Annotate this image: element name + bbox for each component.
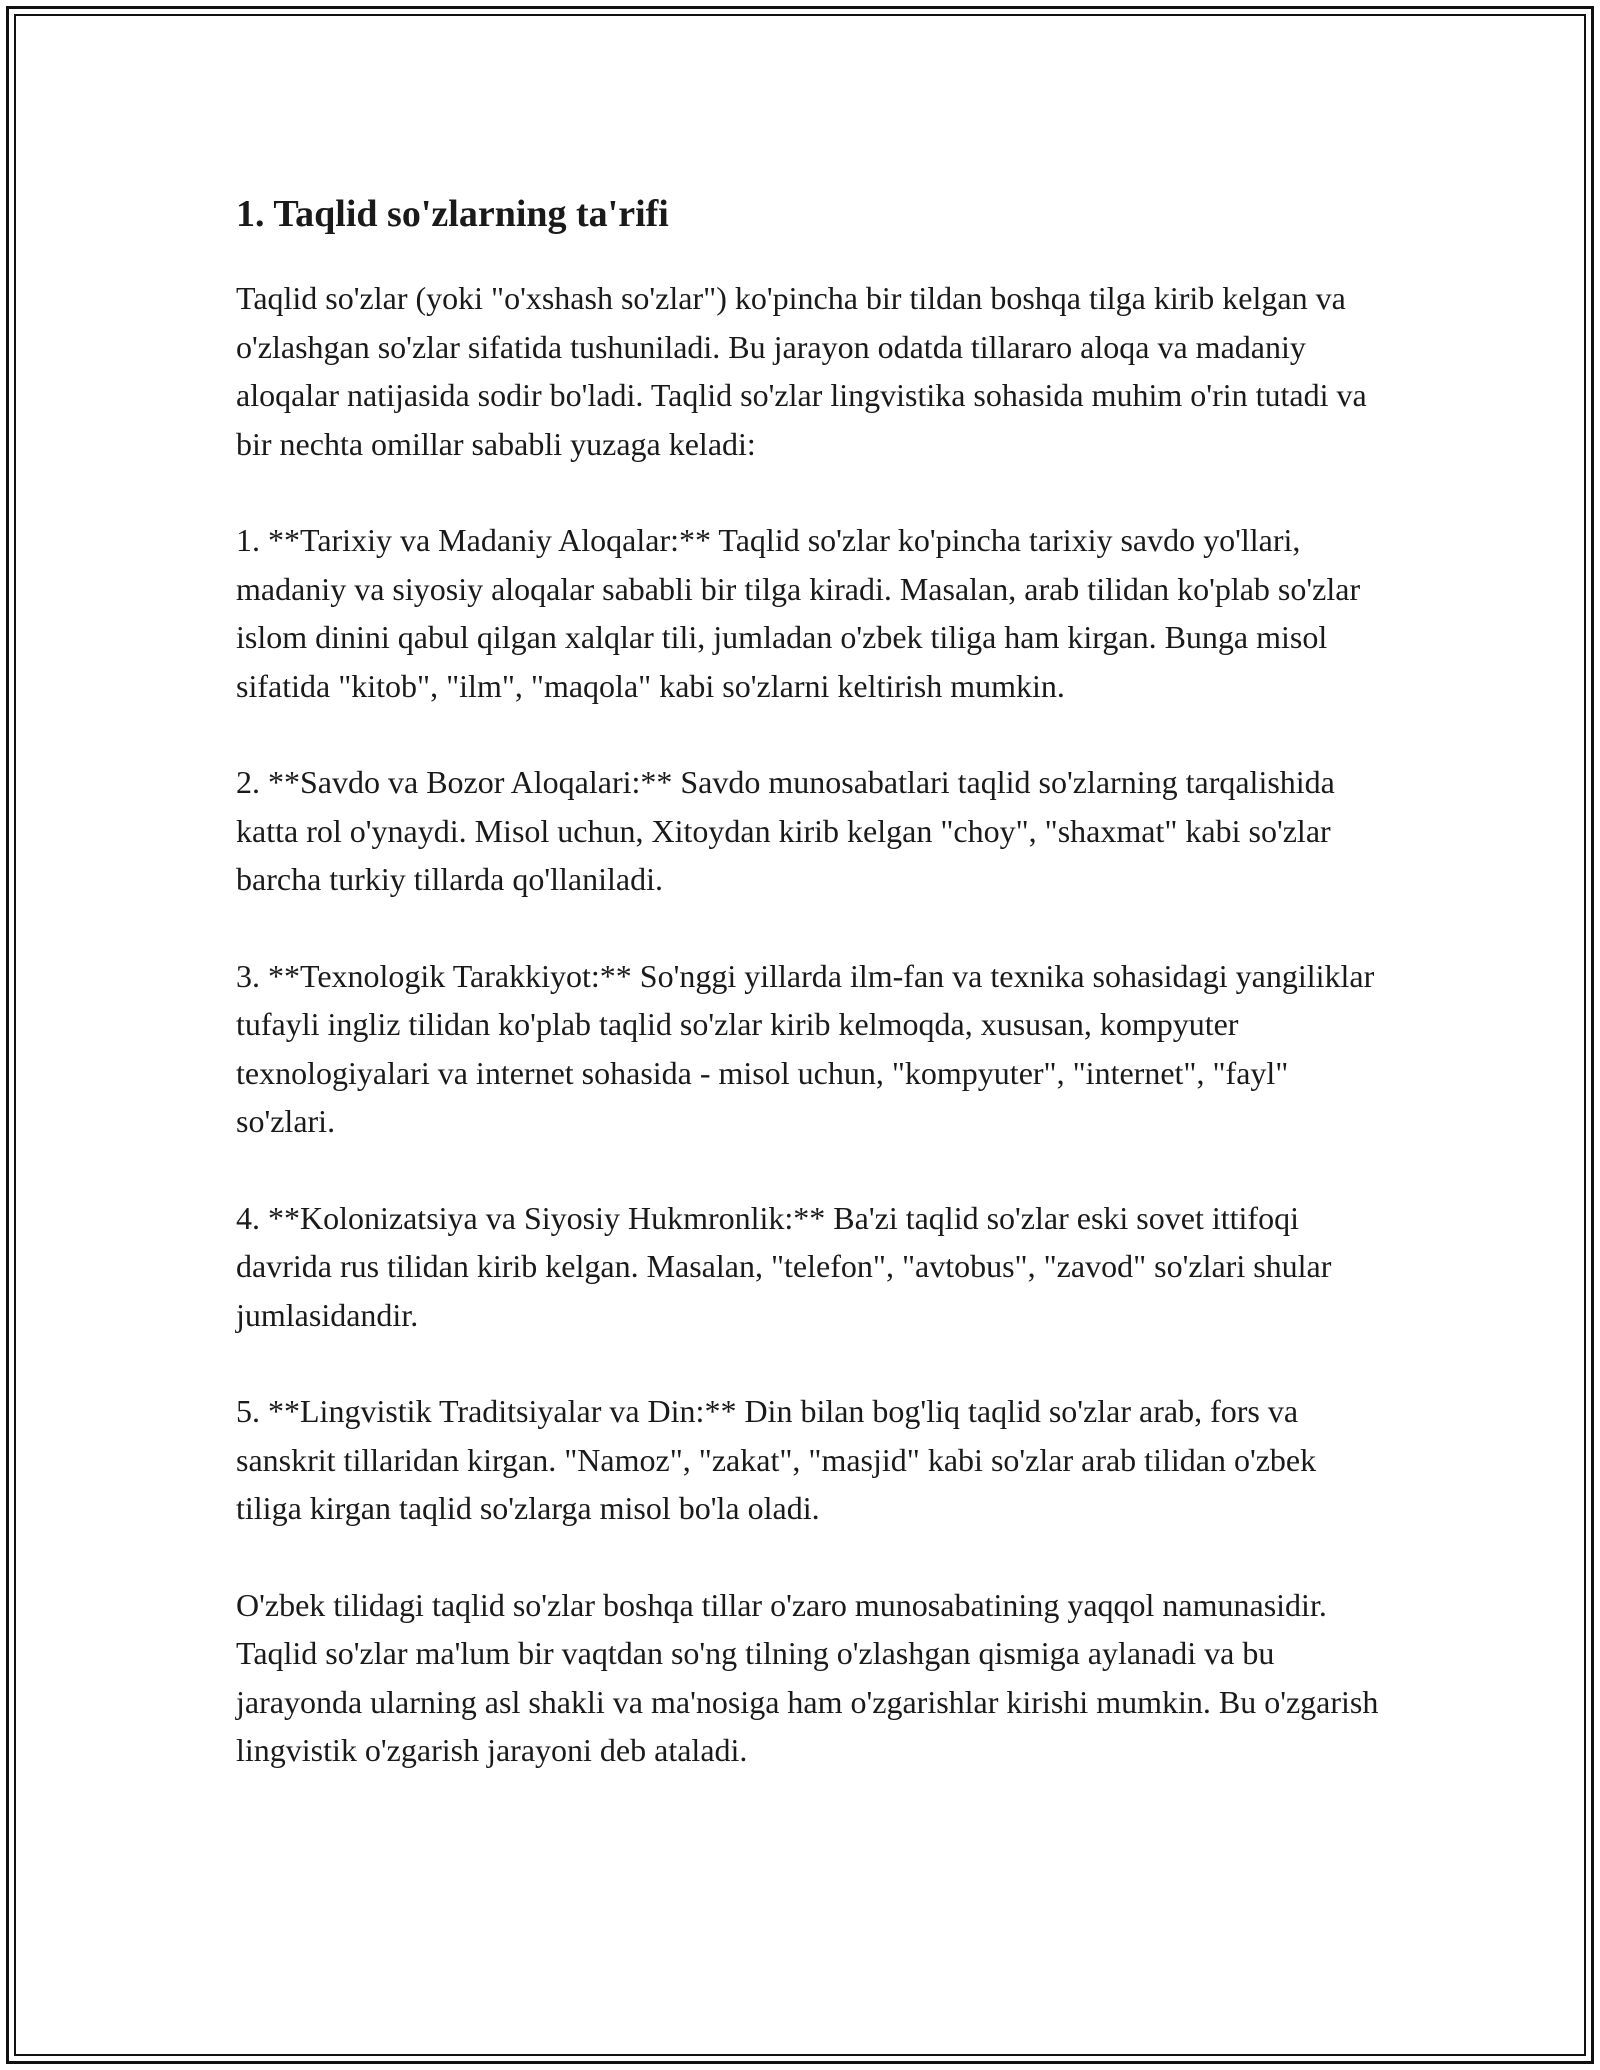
intro-paragraph: Taqlid so'zlar (yoki "o'xshash so'zlar") ko'pincha bir tildan boshqa tilga kirib kelgan va o'zlashgan so'zlar sifatida tushuniladi. Bu jarayon odatda tillararo aloqa va madaniy aloqalar natijasida sodir bo'ladi. Taqlid so'zlar lingvistika sohasida muhim o'rin tutadi va bir nechta omillar sababli yuzaga keladi:	[236, 280, 1367, 462]
list-item-trade: 2. **Savdo va Bozor Aloqalari:** Savdo munosabatlari taqlid so'zlarning tarqalishida katta rol o'ynaydi. Misol uchun, Xitoydan kirib kelgan "choy", "shaxmat" kabi so'zlar barcha turkiy tillarda qo'llaniladi.	[236, 764, 1335, 897]
list-item-colonization: 4. **Kolonizatsiya va Siyosiy Hukmronlik:** Ba'zi taqlid so'zlar eski sovet ittifoqi davrida rus tilidan kirib kelgan. Masalan, "telefon", "avtobus", "zavod" so'zlari shular jumlasidandir.	[236, 1199, 1332, 1333]
list-item-linguistic-religion: 5. **Lingvistik Traditsiyalar va Din:** Din bilan bog'liq taqlid so'zlar arab, fors va sanskrit tillaridan kirgan. "Namoz", "zakat", "masjid" kabi so'zlar arab tilidan o'zbek tiliga kirgan taqlid so'zlarga misol bo'la oladi.	[236, 1393, 1317, 1526]
conclusion-paragraph: O'zbek tilidagi taqlid so'zlar boshqa tillar o'zaro munosabatining yaqqol namunasidir. Taqlid so'zlar ma'lum bir vaqtdan so'ng tilning o'zlashgan qismiga aylanadi va bu jarayonda ularning asl shakli va ma'nosiga ham o'zgarishlar kirishi mumkin. Bu o'zgarish lingvistik o'zgarish jarayoni deb ataladi.	[236, 1586, 1379, 1768]
document-body	[236, 186, 1386, 1823]
section-heading: 1. Taqlid so'zlarning ta'rifi	[236, 193, 669, 235]
list-item-historical-cultural: 1. **Tarixiy va Madaniy Aloqalar:** Taqlid so'zlar ko'pincha tarixiy savdo yo'llari, madaniy va siyosiy aloqalar sababli bir tilga kiradi. Masalan, arab tilidan ko'plab so'zlar islom dinini qabul qilgan xalqlar tili, jumladan o'zbek tiliga ham kirgan. Bunga misol sifatida "kitob", "ilm", "maqola" kabi so'zlarni keltirish mumkin.	[236, 522, 1361, 704]
list-item-technology: 3. **Texnologik Tarakkiyot:** So'nggi yillarda ilm-fan va texnika sohasidagi yangiliklar tufayli ingliz tilidan ko'plab taqlid so'zlar kirib kelmoqda, xususan, kompyuter texnologiyalari va internet sohasida - misol uchun, "kompyuter", "internet", "fayl" so'zlari.	[236, 957, 1375, 1139]
